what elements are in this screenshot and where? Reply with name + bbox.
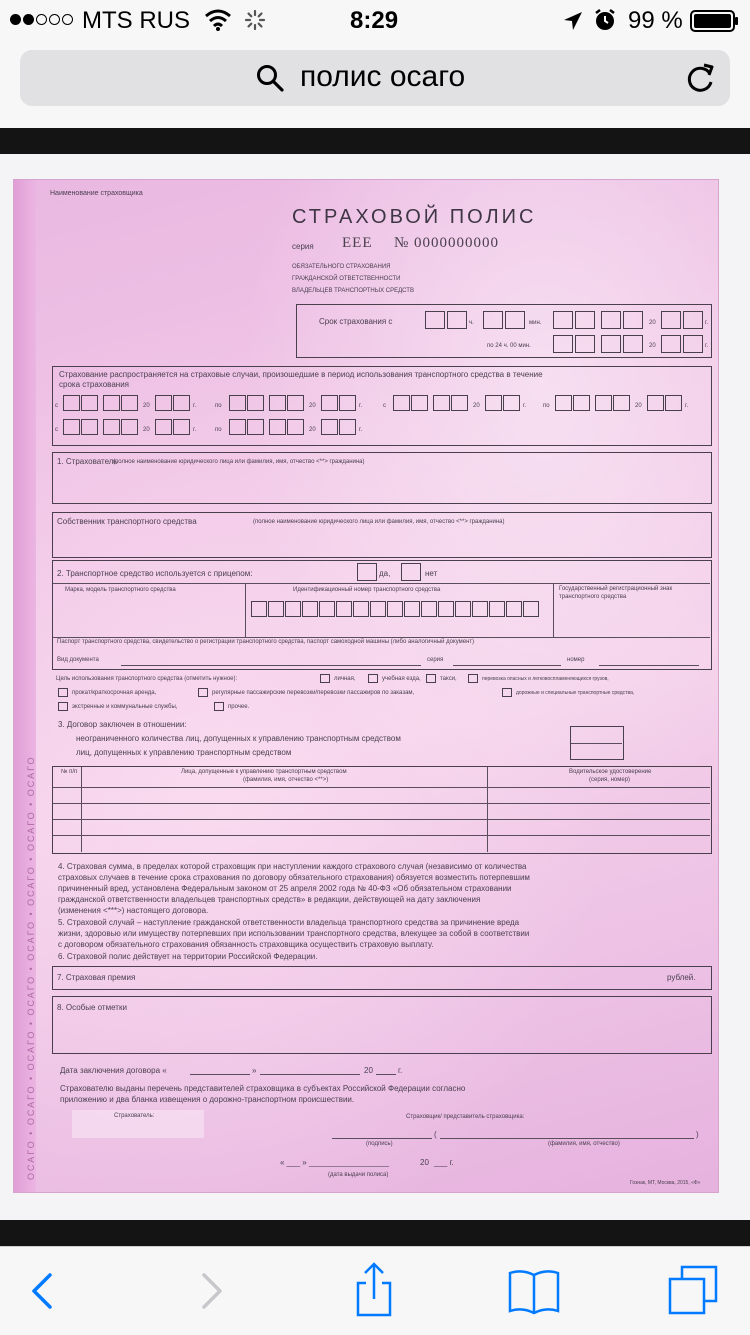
date-cell xyxy=(63,395,80,411)
vin-cell xyxy=(336,601,352,617)
vin-cell xyxy=(438,601,454,617)
date-cell xyxy=(269,419,286,435)
status-bar xyxy=(0,0,750,40)
series-value: ЕЕЕ xyxy=(342,235,373,251)
reload-icon[interactable] xyxy=(686,62,716,94)
date-cell xyxy=(573,395,590,411)
owner-hint: (полное наименование юридического лица или фамилия, имя, отчество <**> гражданина) xyxy=(253,519,505,525)
date-cell xyxy=(393,395,410,411)
date-cell xyxy=(155,419,172,435)
insurance-term-box: Срок страхования с ч. мин. 20 г. по 24 ч. 00 мин. 20 г. xyxy=(296,304,712,358)
vehicle-box: 2. Транспортное средство используется с прицепом: да, нет Марка, модель транспортного средства Идентификационный номер транспортного средства Государственный регистрационный знак транспортного средства Паспорт транспортного средства, свидетельство о регистрации транспортного средства, паспорт самоходной машины (либо аналогичный документ) Вид документа серия номер xyxy=(52,560,712,670)
date-cell xyxy=(121,419,138,435)
side-watermark: ОСАГО • ОСАГО • ОСАГО • ОСАГО • ОСАГО • ОСАГО • ОСАГО • ОСАГО xyxy=(26,755,36,1180)
date-cell xyxy=(647,395,664,411)
insurant-label: 1. Страхователь xyxy=(57,457,118,466)
date-cell xyxy=(173,419,190,435)
limited-label: лиц, допущенных к управлению транспортным средством xyxy=(76,748,292,757)
date-cell xyxy=(321,395,338,411)
trailer-label: 2. Транспортное средство используется с прицепом: xyxy=(57,569,253,578)
image-viewer xyxy=(0,128,750,1246)
date-cell xyxy=(103,419,120,435)
vin-cell xyxy=(319,601,335,617)
special-marks-box: 8. Особые отметки xyxy=(52,996,712,1054)
premium-box: 7. Страховая премия рублей. xyxy=(52,966,712,990)
vin-cell xyxy=(523,601,539,617)
vin-cell xyxy=(472,601,488,617)
date-cell xyxy=(81,419,98,435)
clause-6: 6. Страховой полис действует на территории Российской Федерации. xyxy=(58,952,318,961)
series-label: серия xyxy=(292,242,314,251)
share-icon[interactable] xyxy=(344,1261,404,1321)
date-cell xyxy=(229,419,246,435)
make-model-label: Марка, модель транспортного средства xyxy=(65,587,176,593)
vin-cell xyxy=(268,601,284,617)
date-cell xyxy=(339,419,356,435)
date-cell xyxy=(433,395,450,411)
tabs-icon[interactable] xyxy=(664,1261,724,1321)
date-cell xyxy=(247,419,264,435)
vin-cell xyxy=(455,601,471,617)
vin-cell xyxy=(370,601,386,617)
date-cell xyxy=(321,419,338,435)
vin-cell xyxy=(251,601,267,617)
vin-cell xyxy=(506,601,522,617)
insurant-box xyxy=(52,452,712,504)
insurant-hint: (полное наименование юридического лица или фамилия, имя, отчество <**> гражданина) xyxy=(113,459,365,465)
contract-date-label: Дата заключения договора « xyxy=(60,1066,167,1075)
date-cell xyxy=(63,419,80,435)
bookmarks-icon[interactable] xyxy=(504,1261,564,1321)
insurer-name-label: Наименование страховщика xyxy=(50,190,143,197)
forward-icon[interactable] xyxy=(180,1261,240,1321)
purpose-label: Цель использования транспортного средства (отметить нужное): xyxy=(56,676,238,682)
insurer-sign-label: Страховщик/ представитель страховщика: xyxy=(406,1114,525,1120)
period-text-1: Страхование распространяется на страховые случаи, произошедшие в период использования транспортного средства в течение xyxy=(59,370,543,379)
battery-icon xyxy=(690,10,740,32)
subtitle-line-3: ВЛАДЕЛЬЦЕВ ТРАНСПОРТНЫХ СРЕДСТВ xyxy=(292,288,414,294)
date-cell xyxy=(121,395,138,411)
notice-line-2: приложению и два бланка извещения о дорожно-транспортном происшествии. xyxy=(60,1095,355,1104)
unlimited-label: неограниченного количества лиц, допущенных к управлению транспортным средством xyxy=(76,734,401,743)
period-text-2: срока страхования xyxy=(59,380,129,389)
owner-box xyxy=(52,512,712,558)
date-cell xyxy=(287,419,304,435)
date-cell xyxy=(555,395,572,411)
vin-cell xyxy=(353,601,369,617)
search-icon xyxy=(256,64,284,92)
carrier-name: MTS RUS xyxy=(82,7,190,34)
form-note: Гознак, МТ, Москва, 2015, «Ф» xyxy=(630,1180,701,1186)
date-cell xyxy=(503,395,520,411)
drivers-table: № п/п Лица, допущенные к управлению транспортным средством (фамилия, имя, отчество <**>) Водительское удостоверение (серия, номер) xyxy=(52,766,712,854)
address-bar xyxy=(0,40,750,128)
url-field[interactable] xyxy=(20,50,730,106)
policy-title: СТРАХОВОЙ ПОЛИС xyxy=(292,206,537,228)
date-cell xyxy=(269,395,286,411)
clock: 8:29 xyxy=(350,7,399,34)
date-cell xyxy=(81,395,98,411)
date-cell xyxy=(485,395,502,411)
activity-spinner-icon xyxy=(244,9,266,31)
term-to-label: по 24 ч. 00 мин. xyxy=(487,343,531,349)
search-query-text: полис осаго xyxy=(300,60,466,93)
policy-number: № 0000000000 xyxy=(394,235,500,251)
vin-cell xyxy=(285,601,301,617)
term-from-label: Срок страхования с xyxy=(319,317,393,326)
date-cell xyxy=(411,395,428,411)
insurant-sign-area: Страхователь: xyxy=(72,1110,204,1138)
date-cell xyxy=(287,395,304,411)
date-cell xyxy=(339,395,356,411)
date-cell xyxy=(613,395,630,411)
back-icon[interactable] xyxy=(12,1261,72,1321)
passport-text: Паспорт транспортного средства, свидетельство о регистрации транспортного средства, паспорт самоходной машины (либо аналогичный документ) xyxy=(57,639,475,645)
date-cell xyxy=(173,395,190,411)
date-cell xyxy=(665,395,682,411)
osago-policy-form: ОСАГО • ОСАГО • ОСАГО • ОСАГО • ОСАГО • ОСАГО • ОСАГО • ОСАГО Наименование страховщика СТРАХОВОЙ ПОЛИС серия ЕЕЕ № 0000000000 ОБЯЗАТЕЛЬНОГО СТРАХОВАНИЯ ГРАЖДАНСКОЙ ОТВЕТСТВЕННОСТИ ВЛАДЕЛЬЦЕВ ТРАНСПОРТНЫХ СРЕДСТВ Срок страхования с ч. мин. 20 г. по 24 ч. 00 мин. 20 г. Страхование распространяется на страховые случаи, произошедшие в период использования транспортного средства в течение срока страхования с 20 г. по 20 г. с 20 г. по 20 г. с 20 г. по 20 г. 1. Страхователь (полное наименование юридического лица или фамилия, имя, отчество <**> гражданина) Собственник транспортного средства (полное наименование юридического лица или фамилия, имя, отчество <**> гражданина) 2. Транспортное средство используется с прицепом: да, нет Марка, модель транспортного средства Идентификационный номер транспортного средства Государственный регистрационный знак транспортного средства Паспорт транспортного средства, свидетельство о регистрации транспортного средства, паспорт самоходной машины (либо аналогичный документ) Вид документа серия номер Цель использования транспортного средства (отметить нужное): личная, учебная езда, такси, перевозка опасных и легковоспламеняющихся грузов, прокат/краткосрочная аренда, регулярные пассажирские перевозки/перевозки пассажиров по заказам, дорожные и специальные транспортные средства, экстренные и коммунальные службы, прочее. 3. Договор заключен в отношении: неограниченного количества лиц, допущенных к управлению транспортным средством лиц, допущенных к управлению транспортным средством № п/п Лица, допущенные к управлению транспортным средством (фамилия, имя, отчество <**>) Водительское удостоверение (серия, номер) 4. Страховая сумма, в пределах которой страховщик при наступлении каждого страхового случая (независимо от количества страховых случаев в течение срока страхования по договору обязательного страхования) обязуется возместить потерпевшим причиненный вред, установлена Федеральным законом от 25 апреля 2002 года № 40-ФЗ «Об обязательном страховании гражданской ответственности владельцев транспортных средств» в редакции, действующей на дату заключения (изменения <***>) настоящего договора. 5. Страховой случай – наступление гражданской ответственности владельца транспортного средства за причинение вреда жизни, здоровью или имуществу потерпевших при использовании транспортного средства, влекущее за собой в соответствии с договором обязательного страхования обязанность страховщика осуществить страховую выплату. 6. Страховой полис действует на территории Российской Федерации. 7. Страховая премия рублей. 8. Особые отметки Дата заключения договора « » 20 г. Страхователю выданы перечень представителей страховщика в субъектах Российской Федерации согласно приложению и два бланка извещения о дорожно-транспортном происшествии. Страхователь: Страховщик/ представитель страховщика: (подпись) ( ) (фамилия, имя, отчество) « ___ » __________________ 20 ___ г. (дата выдачи полиса) Гознак, МТ, Москва, 2015, «Ф» xyxy=(14,180,718,1192)
vin-cell xyxy=(421,601,437,617)
owner-label: Собственник транспортного средства xyxy=(57,517,197,526)
side-strip xyxy=(14,180,36,1192)
battery-percent: 99 % xyxy=(628,7,683,34)
date-cell xyxy=(595,395,612,411)
browser-toolbar xyxy=(0,1246,750,1335)
date-cell xyxy=(103,395,120,411)
date-cell xyxy=(229,395,246,411)
vin-cell xyxy=(404,601,420,617)
date-cell xyxy=(247,395,264,411)
location-arrow-icon xyxy=(562,10,584,32)
vin-cell xyxy=(387,601,403,617)
notice-line-1: Страхователю выданы перечень представителей страховщика в субъектах Российской Федерации согласно xyxy=(60,1084,466,1093)
date-cell xyxy=(451,395,468,411)
wifi-icon xyxy=(205,9,231,31)
date-cell xyxy=(155,395,172,411)
subtitle-line-2: ГРАЖДАНСКОЙ ОТВЕТСТВЕННОСТИ xyxy=(292,276,401,282)
plate-label: Государственный регистрационный знак транспортного средства xyxy=(559,586,673,600)
contract-label: 3. Договор заключен в отношении: xyxy=(58,720,187,729)
subtitle-line-1: ОБЯЗАТЕЛЬНОГО СТРАХОВАНИЯ xyxy=(292,264,391,270)
usage-period-box: Страхование распространяется на страховые случаи, произошедшие в период использования транспортного средства в течение срока страхования с 20 г. по 20 г. с 20 г. по 20 г. с 20 г. по 20 г. xyxy=(52,366,712,446)
alarm-clock-icon xyxy=(593,8,617,32)
vin-cell xyxy=(489,601,505,617)
vin-label: Идентификационный номер транспортного средства xyxy=(293,587,441,593)
vin-cell xyxy=(302,601,318,617)
